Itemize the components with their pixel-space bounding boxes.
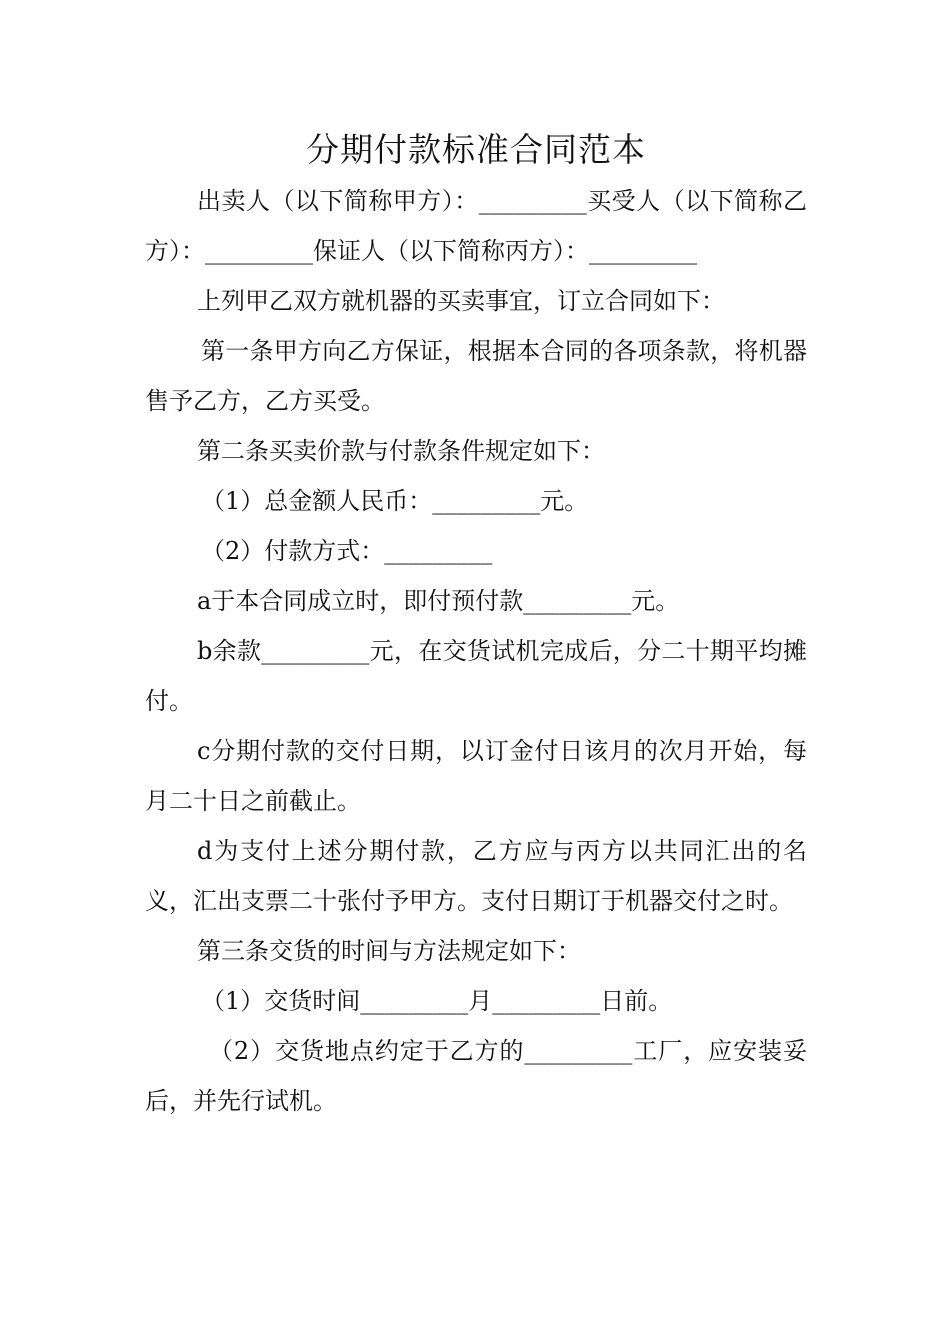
article-2-item-d: d为支付上述分期付款，乙方应与丙方以共同汇出的名义，汇出支票二十张付予甲方。支付日期订于机器交付之时。 (145, 837, 807, 915)
article-1-paragraph: 第一条甲方向乙方保证，根据本合同的各项条款，将机器售予乙方，乙方买受。 (145, 337, 807, 415)
article-2-item-1: （1）总金额人民币：_________元。 (201, 487, 589, 515)
article-3-item-2: （2）交货地点约定于乙方的_________工厂，应安装妥后，并先行试机。 (145, 1037, 807, 1115)
article-2-item-c: c分期付款的交付日期，以订金付日该月的次月开始，每月二十日之前截止。 (145, 737, 807, 815)
article-2-item-a: a于本合同成立时，即付预付款_________元。 (197, 587, 680, 615)
document-title: 分期付款标准合同范本 (306, 130, 646, 169)
document-page (145, 126, 807, 1126)
article-2-item-2: （2）付款方式：_________ (201, 537, 493, 565)
article-3-heading: 第三条交货的时间与方法规定如下： (197, 937, 581, 965)
article-2-item-b: b余款_________元，在交货试机完成后，分二十期平均摊付。 (145, 637, 807, 715)
article-2-heading: 第二条买卖价款与付款条件规定如下： (197, 437, 605, 465)
preamble-paragraph: 上列甲乙双方就机器的买卖事宜，订立合同如下： (197, 287, 725, 315)
article-3-item-1: （1）交货时间_________月_________日前。 (201, 987, 673, 1015)
parties-paragraph: 出卖人（以下简称甲方）：_________买受人（以下简称乙方）：_________保证人（以下简称丙方）：_________ (145, 187, 807, 265)
